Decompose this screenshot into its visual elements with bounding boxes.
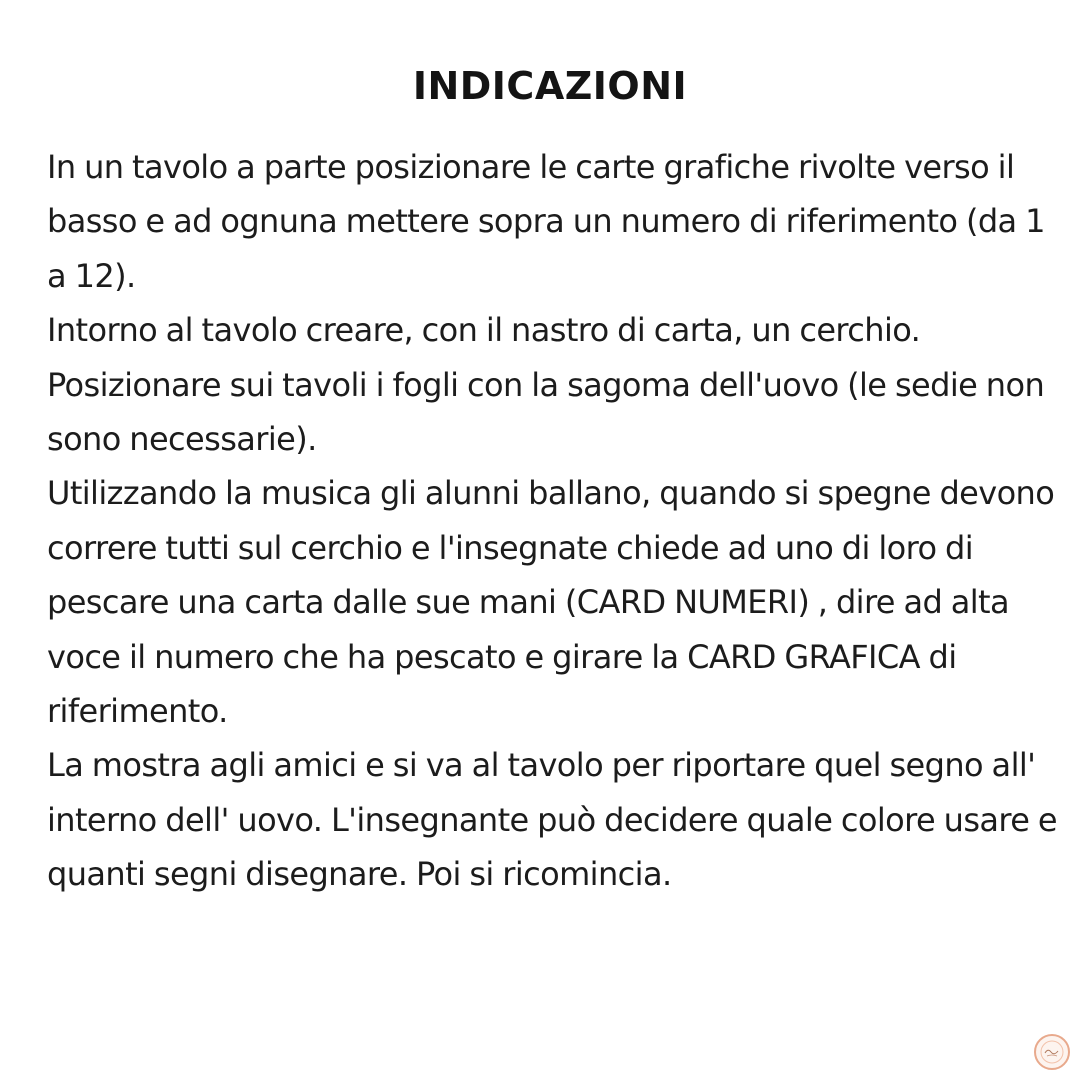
instructions-text: [47, 140, 1067, 902]
page-title: INDICAZIONI: [412, 64, 688, 108]
paragraph-3: Posizionare sui tavoli i fogli con la sagoma dell'uovo (le sedie non sono necessarie).: [47, 365, 1045, 459]
paragraph-1: In un tavolo a parte posizionare le carte grafiche rivolte verso il basso e ad ognuna mettere sopra un numero di riferimento (da 1 a 12).: [47, 148, 1045, 295]
paragraph-4: Utilizzando la musica gli alunni ballano, quando si spegne devono correre tutti sul cerchio e l'insegnate chiede ad uno di loro di pescare una carta dalle sue mani (CARD NUMERI) , dire ad alta voce il numero che ha pescato e girare la CARD GRAFICA di riferimento.: [47, 474, 1055, 731]
brand-logo-icon: [1034, 1034, 1070, 1070]
logo-mark: [1039, 1039, 1065, 1065]
paragraph-5: La mostra agli amici e si va al tavolo per riportare quel segno all' interno dell' uovo. L'insegnante può decidere quale colore usare e quanti segni disegnare. Poi si ricomincia.: [47, 746, 1057, 894]
paragraph-2: Intorno al tavolo creare, con il nastro di carta, un cerchio.: [47, 311, 921, 350]
